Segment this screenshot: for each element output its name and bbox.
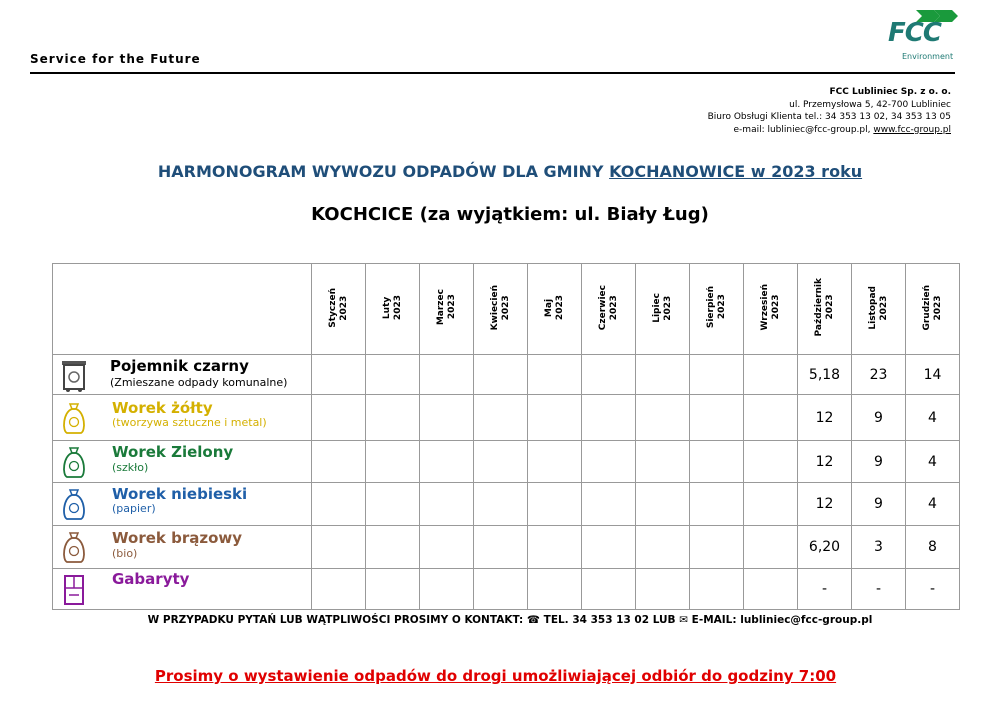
month-name: Grudzień [921, 284, 932, 331]
pickup-date-cell [474, 355, 528, 395]
waste-type-cell [53, 441, 312, 483]
pickup-date-cell [420, 441, 474, 483]
furniture-icon [59, 573, 91, 607]
month-header [906, 264, 960, 355]
pickup-date-cell [420, 526, 474, 569]
month-header [852, 264, 906, 355]
pickup-date-cell [636, 395, 690, 441]
waste-row [53, 441, 960, 483]
waste-type-title: Worek brązowy [112, 529, 243, 547]
waste-row [53, 483, 960, 526]
contact-prefix: W PRZYPADKU PYTAŃ LUB WĄTPLIWOŚCI PROSIMY O KONTAKT: [147, 614, 527, 626]
company-website-link[interactable]: www.fcc-group.pl [873, 124, 951, 135]
month-header [636, 264, 690, 355]
pickup-date-cell: 4 [906, 395, 960, 441]
pickup-date-cell [636, 355, 690, 395]
month-label [922, 285, 944, 331]
waste-type-cell [53, 395, 312, 441]
phone-icon: ☎ [526, 614, 540, 626]
pickup-notice: Prosimy o wystawienie odpadów do drogi umożliwiającej odbiór do godziny 7:00 [154, 667, 837, 685]
month-name: Styczeń [327, 287, 338, 328]
waste-type-title: Worek Zielony [112, 443, 234, 461]
pickup-date-cell [744, 355, 798, 395]
month-label [706, 286, 728, 328]
month-label [544, 295, 566, 320]
month-year: 2023 [932, 294, 943, 321]
green-bag-icon [59, 445, 91, 479]
pickup-date-cell [582, 441, 636, 483]
waste-type-title: Gabaryty [112, 570, 190, 588]
pickup-date-cell [528, 395, 582, 441]
pickup-date-cell [312, 483, 366, 526]
pickup-date-cell [420, 569, 474, 610]
pickup-date-cell [744, 569, 798, 610]
pickup-date-cell [366, 569, 420, 610]
fcc-logo [886, 4, 966, 64]
pickup-date-cell [366, 441, 420, 483]
yellow-bag-icon [59, 401, 91, 435]
pickup-date-cell: 12 [798, 395, 852, 441]
waste-row [53, 355, 960, 395]
month-label [490, 285, 512, 330]
company-email: e-mail: lubliniec@fcc-group.pl, [733, 124, 874, 135]
pickup-date-cell [474, 569, 528, 610]
pickup-date-cell [312, 569, 366, 610]
month-year: 2023 [824, 294, 835, 321]
company-contact [708, 124, 951, 137]
waste-row [53, 526, 960, 569]
waste-type-description: (tworzywa sztuczne i metal) [112, 416, 267, 429]
month-header [528, 264, 582, 355]
pickup-date-cell: 9 [852, 483, 906, 526]
pickup-date-cell: - [906, 569, 960, 610]
month-year: 2023 [608, 294, 619, 321]
title-prefix: HARMONOGRAM WYWOZU ODPADÓW DLA GMINY [157, 162, 610, 181]
pickup-date-cell [636, 441, 690, 483]
month-label [652, 293, 674, 323]
pickup-date-cell [582, 395, 636, 441]
header-divider [30, 72, 955, 74]
month-name: Luty [381, 296, 392, 319]
waste-row [53, 395, 960, 441]
page-subtitle: KOCHCICE (za wyjątkiem: ul. Biały Ług) [311, 204, 709, 225]
logo-text: FCC [888, 18, 941, 48]
month-year: 2023 [500, 294, 511, 321]
waste-type-cell [53, 355, 312, 395]
pickup-date-cell [312, 441, 366, 483]
pickup-date-cell [744, 441, 798, 483]
pickup-date-cell [744, 395, 798, 441]
month-header [474, 264, 528, 355]
pickup-date-cell [312, 355, 366, 395]
pickup-date-cell: 12 [798, 483, 852, 526]
pickup-date-cell: 3 [852, 526, 906, 569]
pickup-date-cell [744, 483, 798, 526]
pickup-date-cell [744, 526, 798, 569]
brown-bag-icon [59, 530, 91, 564]
pickup-date-cell [528, 355, 582, 395]
month-year: 2023 [716, 294, 727, 321]
pickup-date-cell [474, 483, 528, 526]
pickup-date-cell: 8 [906, 526, 960, 569]
month-name: Czerwiec [597, 284, 608, 331]
pickup-date-cell: - [852, 569, 906, 610]
pickup-date-cell [690, 395, 744, 441]
month-year: 2023 [446, 294, 457, 321]
month-label [328, 288, 350, 328]
month-header [690, 264, 744, 355]
pickup-date-cell: 9 [852, 441, 906, 483]
month-header [312, 264, 366, 355]
pickup-date-cell [312, 526, 366, 569]
pickup-date-cell: 23 [852, 355, 906, 395]
pickup-date-cell [636, 569, 690, 610]
pickup-date-cell: 4 [906, 483, 960, 526]
pickup-date-cell [474, 395, 528, 441]
month-label [382, 295, 404, 320]
month-year: 2023 [338, 294, 349, 321]
month-header [798, 264, 852, 355]
company-address: ul. Przemysłowa 5, 42-700 Lubliniec [789, 99, 951, 110]
month-year: 2023 [878, 294, 889, 321]
black-bin-icon [59, 358, 91, 392]
month-name: Lipiec [651, 292, 662, 323]
waste-type-title: Worek niebieski [112, 485, 248, 503]
waste-type-description: (bio) [112, 547, 138, 560]
waste-type-title: Worek żółty [112, 399, 213, 417]
pickup-date-cell [582, 483, 636, 526]
month-header [744, 264, 798, 355]
month-name: Październik [813, 278, 824, 337]
pickup-date-cell [312, 395, 366, 441]
month-year: 2023 [770, 294, 781, 321]
pickup-date-cell [366, 483, 420, 526]
waste-type-description: (papier) [112, 502, 156, 515]
contact-phone: TEL. 34 353 13 02 LUB [540, 614, 680, 626]
month-name: Maj [543, 298, 554, 317]
month-header [420, 264, 474, 355]
month-year: 2023 [662, 294, 673, 321]
pickup-date-cell: 9 [852, 395, 906, 441]
waste-row [53, 569, 960, 610]
waste-type-description: (szkło) [112, 461, 149, 474]
pickup-date-cell [528, 569, 582, 610]
pickup-date-cell [690, 483, 744, 526]
month-label [868, 286, 890, 330]
company-phone: Biuro Obsługi Klienta tel.: 34 353 13 02, 34 353 13 05 [707, 112, 951, 122]
pickup-date-cell [366, 526, 420, 569]
month-header [366, 264, 420, 355]
title-municipality: KOCHANOWICE w 2023 roku [609, 162, 863, 181]
pickup-date-cell [690, 526, 744, 569]
month-name: Sierpień [705, 286, 716, 329]
company-name: FCC Lubliniec Sp. z o. o. [829, 87, 951, 97]
pickup-date-cell: 6,20 [798, 526, 852, 569]
pickup-date-cell [528, 441, 582, 483]
contact-line [0, 614, 991, 626]
tagline: Service for the Future [30, 52, 201, 66]
pickup-date-cell [636, 526, 690, 569]
page-title [0, 162, 991, 181]
pickup-date-cell [420, 483, 474, 526]
month-name: Wrzesień [759, 284, 770, 331]
waste-type-description: (Zmieszane odpady komunalne) [110, 376, 288, 389]
pickup-date-cell [528, 526, 582, 569]
pickup-date-cell [474, 441, 528, 483]
month-label [814, 278, 836, 336]
pickup-date-cell [366, 355, 420, 395]
blue-bag-icon [59, 487, 91, 521]
waste-type-cell [53, 569, 312, 610]
pickup-date-cell [420, 395, 474, 441]
waste-type-cell [53, 483, 312, 526]
month-header [582, 264, 636, 355]
pickup-date-cell [690, 569, 744, 610]
pickup-date-cell [474, 526, 528, 569]
month-year: 2023 [554, 294, 565, 321]
pickup-date-cell: 12 [798, 441, 852, 483]
pickup-date-cell: 14 [906, 355, 960, 395]
pickup-date-cell [582, 355, 636, 395]
mail-icon: ✉ [679, 614, 689, 626]
header-corner [53, 264, 312, 355]
month-name: Marzec [435, 289, 446, 326]
month-label [760, 284, 782, 331]
pickup-date-cell [420, 355, 474, 395]
month-label [436, 289, 458, 325]
contact-email: E-MAIL: lubliniec@fcc-group.pl [688, 614, 873, 626]
month-label [598, 285, 620, 330]
month-year: 2023 [392, 294, 403, 321]
month-header-row [53, 264, 960, 355]
schedule-table [52, 263, 960, 610]
pickup-date-cell [636, 483, 690, 526]
logo-subtext: Environment [902, 52, 954, 61]
pickup-date-cell: - [798, 569, 852, 610]
pickup-date-cell [582, 569, 636, 610]
pickup-date-cell: 4 [906, 441, 960, 483]
pickup-date-cell [528, 483, 582, 526]
pickup-date-cell: 5,18 [798, 355, 852, 395]
company-info [708, 86, 951, 136]
pickup-date-cell [582, 526, 636, 569]
month-name: Listopad [867, 285, 878, 330]
pickup-date-cell [366, 395, 420, 441]
waste-type-title: Pojemnik czarny [110, 357, 249, 375]
pickup-date-cell [690, 441, 744, 483]
pickup-date-cell [690, 355, 744, 395]
waste-type-cell [53, 526, 312, 569]
month-name: Kwiecień [489, 284, 500, 331]
